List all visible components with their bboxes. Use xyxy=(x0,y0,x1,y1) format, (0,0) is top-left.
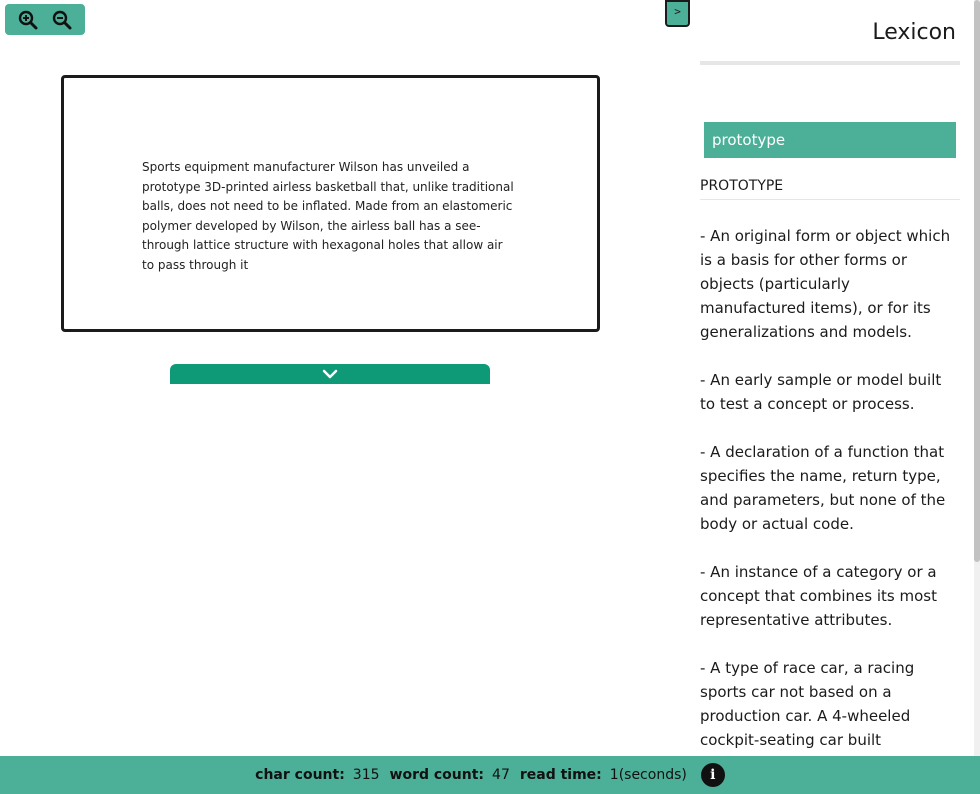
zoom-toolbar xyxy=(5,4,85,35)
definition-item: - An original form or object which is a basis for other forms or objects (particularly manufactured items), or for its generalizations and models. xyxy=(700,227,951,341)
lexicon-panel xyxy=(700,0,960,756)
definition-item: - An early sample or model built to test a concept or process. xyxy=(700,371,942,413)
scrollbar-thumb[interactable] xyxy=(974,0,980,562)
definition-item: - A type of race car, a racing sports car not based on a production car. A 4-wheeled cockpit-seating car built xyxy=(700,659,915,749)
zoom-in-button[interactable] xyxy=(14,6,42,34)
definition-item: - An instance of a category or a concept that combines its most representative attributes. xyxy=(700,563,937,629)
word-count-value: 47 xyxy=(492,767,510,783)
reading-card xyxy=(61,75,600,332)
lexicon-title: Lexicon xyxy=(872,20,956,45)
word-count-label: word count: xyxy=(389,767,485,783)
char-count-label: char count: xyxy=(255,767,345,783)
chevron-down-icon xyxy=(322,369,338,379)
expand-button[interactable] xyxy=(170,364,490,384)
definition-item: - A declaration of a function that specifies the name, return type, and parameters, but none of the body or actual code. xyxy=(700,443,946,533)
definition-list xyxy=(700,224,960,756)
info-icon[interactable]: i xyxy=(701,763,725,787)
zoom-out-icon xyxy=(52,10,72,30)
lexicon-search-input[interactable]: prototype xyxy=(704,122,956,158)
read-time-value: 1(seconds) xyxy=(609,767,687,783)
read-time-label: read time: xyxy=(519,767,602,783)
scrollbar[interactable] xyxy=(974,0,980,756)
reading-text: Sports equipment manufacturer Wilson has unveiled a prototype 3D-printed airless basketball that, unlike traditional balls, does not need to be inflated. Made from an elastomeric polymer developed by Wilson, the airless ball has a see-through lattice structure with hexagonal holes that allow air to pass through it xyxy=(142,160,514,272)
headword: PROTOTYPE xyxy=(700,178,960,200)
panel-toggle-button[interactable]: > xyxy=(665,0,690,27)
stats-footer xyxy=(0,756,980,794)
zoom-out-button[interactable] xyxy=(48,6,76,34)
zoom-in-icon xyxy=(18,10,38,30)
divider xyxy=(700,61,960,65)
char-count-value: 315 xyxy=(352,767,380,783)
